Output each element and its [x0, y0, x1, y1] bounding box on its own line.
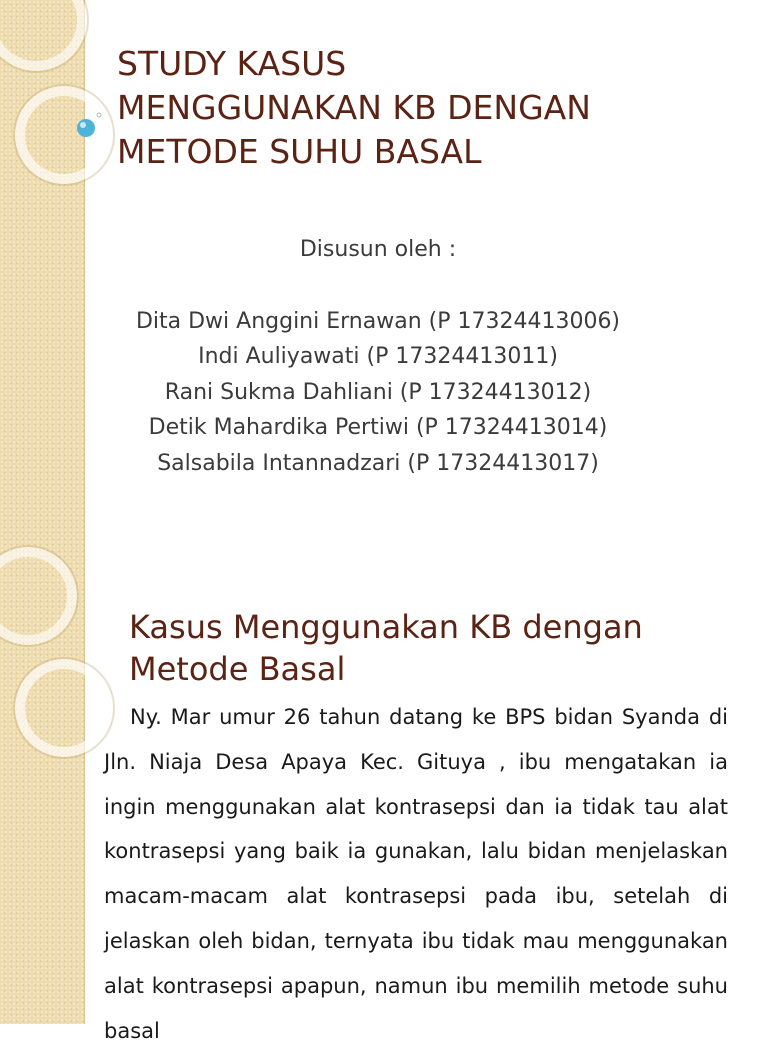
author-item: Rani Sukma Dahliani (P 17324413012): [164, 379, 592, 405]
decorative-strip: [0, 578, 85, 1024]
decorative-strip: [0, 0, 85, 578]
author-item: Detik Mahardika Pertiwi (P 17324413014): [148, 415, 608, 440]
decorative-circles: [0, 578, 110, 1024]
prepared-by-label: Disusun oleh :: [299, 237, 457, 262]
author-item: Indi Auliyawati (P 17324413011): [198, 344, 558, 369]
bullet-dot-icon: [76, 112, 96, 142]
slide-title: Kasus Menggunakan KB dengan Metode Basal: [129, 608, 643, 688]
author-block: [90, 232, 666, 481]
slide-2: [0, 578, 768, 1043]
author-item: Dita Dwi Anggini Ernawan (P 17324413006): [135, 308, 621, 334]
slide-title: STUDY KASUS MENGGUNAKAN KB DENGAN METODE SUHU BASAL: [117, 44, 591, 171]
author-item: Salsabila Intannadzari (P 17324413017): [157, 450, 599, 476]
case-body-text: Ny. Mar umur 26 tahun datang ke BPS bidan Syanda di Jln. Niaja Desa Apaya Kec. Gituya , ibu mengatakan ia ingin menggunakan alat kontrasepsi dan ia tidak tau alat kontrasepsi yang baik ia gunakan, lalu bidan menjelaskan macam-macam alat kontrasepsi pada ibu, setelah di jelaskan oleh bidan, ternyata ibu tidak mau menggunakan alat kontrasepsi apapun, namun ibu memilih metode suhu basal: [104, 705, 728, 1043]
